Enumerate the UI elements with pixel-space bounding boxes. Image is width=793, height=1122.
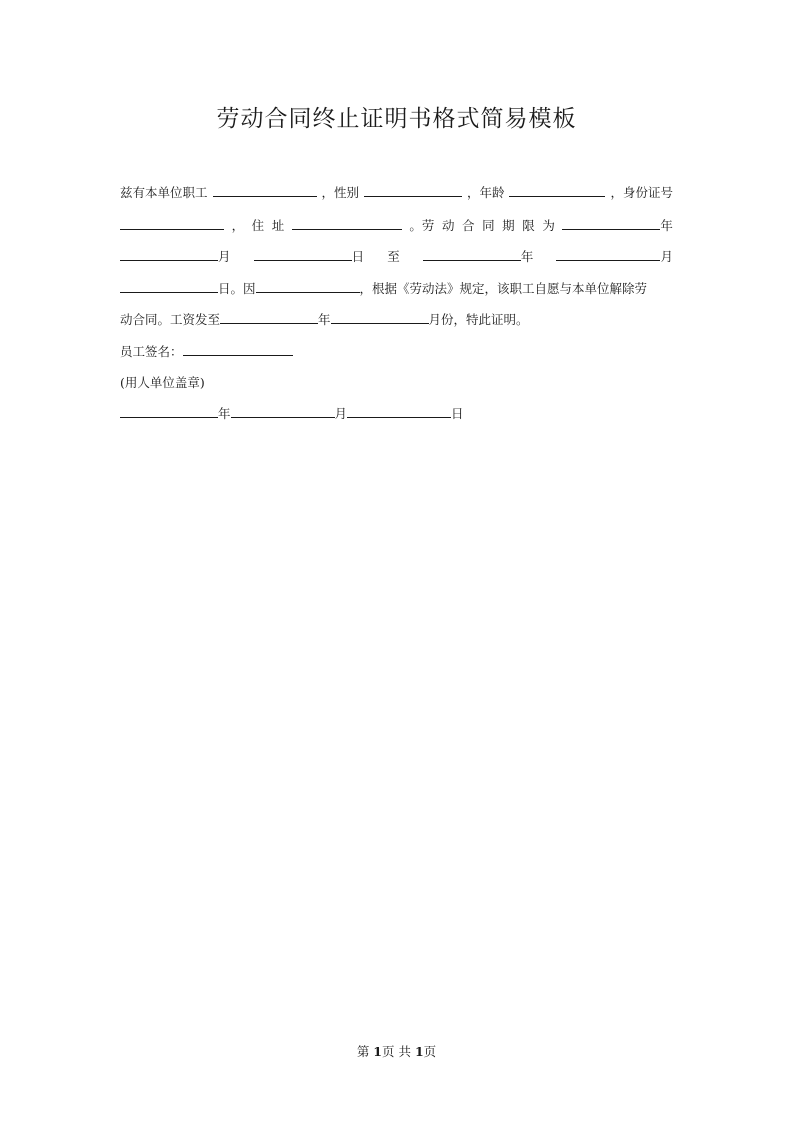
gender-blank[interactable] <box>364 184 462 197</box>
text-end-month: 月 <box>660 249 673 264</box>
text-char-dong: 动 <box>441 218 455 233</box>
text-year: 年 <box>660 218 673 233</box>
text-char-xian: 限 <box>522 218 535 233</box>
text-gender: ，性别 <box>321 185 359 200</box>
paragraph-line-5 <box>120 310 673 330</box>
age-blank[interactable] <box>509 184 605 197</box>
total-pages: 1 <box>414 1044 424 1059</box>
start-day-blank[interactable] <box>254 248 352 261</box>
text-labor-law: ，根据《劳动法》规定，该职工自愿与本单位解除劳 <box>359 281 648 296</box>
paragraph-line-2 <box>120 216 673 236</box>
text-address-2: 址 <box>271 218 285 233</box>
text-char-qi: 期 <box>502 218 515 233</box>
end-year-blank[interactable] <box>423 248 521 261</box>
text-char-he: 合 <box>462 218 475 233</box>
paragraph-line-3 <box>120 247 673 267</box>
text-month: 月 <box>218 249 231 264</box>
page-footer <box>0 1042 793 1060</box>
document-title: 劳动合同终止证明书格式简易模板 <box>216 106 577 132</box>
signature-line <box>120 342 673 362</box>
date-line <box>120 404 673 424</box>
start-year-blank[interactable] <box>562 217 660 230</box>
seal-line <box>120 373 673 393</box>
paragraph-line-1 <box>120 183 673 203</box>
text-address-1: 住 <box>251 218 265 233</box>
text-labor: 。劳 <box>409 218 435 233</box>
footer-prefix: 第 <box>356 1044 374 1059</box>
salary-month-blank[interactable] <box>331 311 429 324</box>
text-char-wei: 为 <box>542 218 555 233</box>
reason-blank[interactable] <box>256 280 360 293</box>
end-month-blank[interactable] <box>556 248 660 261</box>
date-year-label: 年 <box>218 406 231 421</box>
footer-middle: 页 共 <box>382 1044 415 1059</box>
date-month-blank[interactable] <box>231 405 335 418</box>
footer-suffix: 页 <box>423 1044 437 1059</box>
text-char-tong: 同 <box>482 218 495 233</box>
text-salary-until: 动合同。工资发至 <box>120 312 221 327</box>
date-day-label: 日 <box>451 406 464 421</box>
address-blank[interactable] <box>292 217 402 230</box>
text-salary-year: 年 <box>318 312 331 327</box>
signature-blank[interactable] <box>183 343 293 356</box>
text-hereby-certify: 月份，特此证明。 <box>428 312 529 327</box>
text-comma: ， <box>231 218 245 233</box>
text-to: 至 <box>387 249 400 264</box>
start-month-blank[interactable] <box>120 248 218 261</box>
paragraph-line-4 <box>120 279 673 299</box>
end-day-blank[interactable] <box>120 280 218 293</box>
date-day-blank[interactable] <box>347 405 451 418</box>
name-blank[interactable] <box>213 184 317 197</box>
salary-year-blank[interactable] <box>220 311 318 324</box>
date-month-label: 月 <box>334 406 348 421</box>
text-employee-intro: 兹有本单位职工 <box>120 185 208 200</box>
text-day-because: 日。因 <box>218 281 256 296</box>
text-day: 日 <box>351 249 365 264</box>
text-age: ，年龄 <box>466 185 505 200</box>
id-number-blank[interactable] <box>120 217 224 230</box>
signature-label: 员工签名： <box>120 344 183 359</box>
text-end-year: 年 <box>520 249 534 264</box>
current-page: 1 <box>373 1044 382 1059</box>
text-id-number: ，身份证号 <box>610 185 673 200</box>
seal-label: (用人单位盖章) <box>120 375 205 390</box>
date-year-blank[interactable] <box>120 405 218 418</box>
